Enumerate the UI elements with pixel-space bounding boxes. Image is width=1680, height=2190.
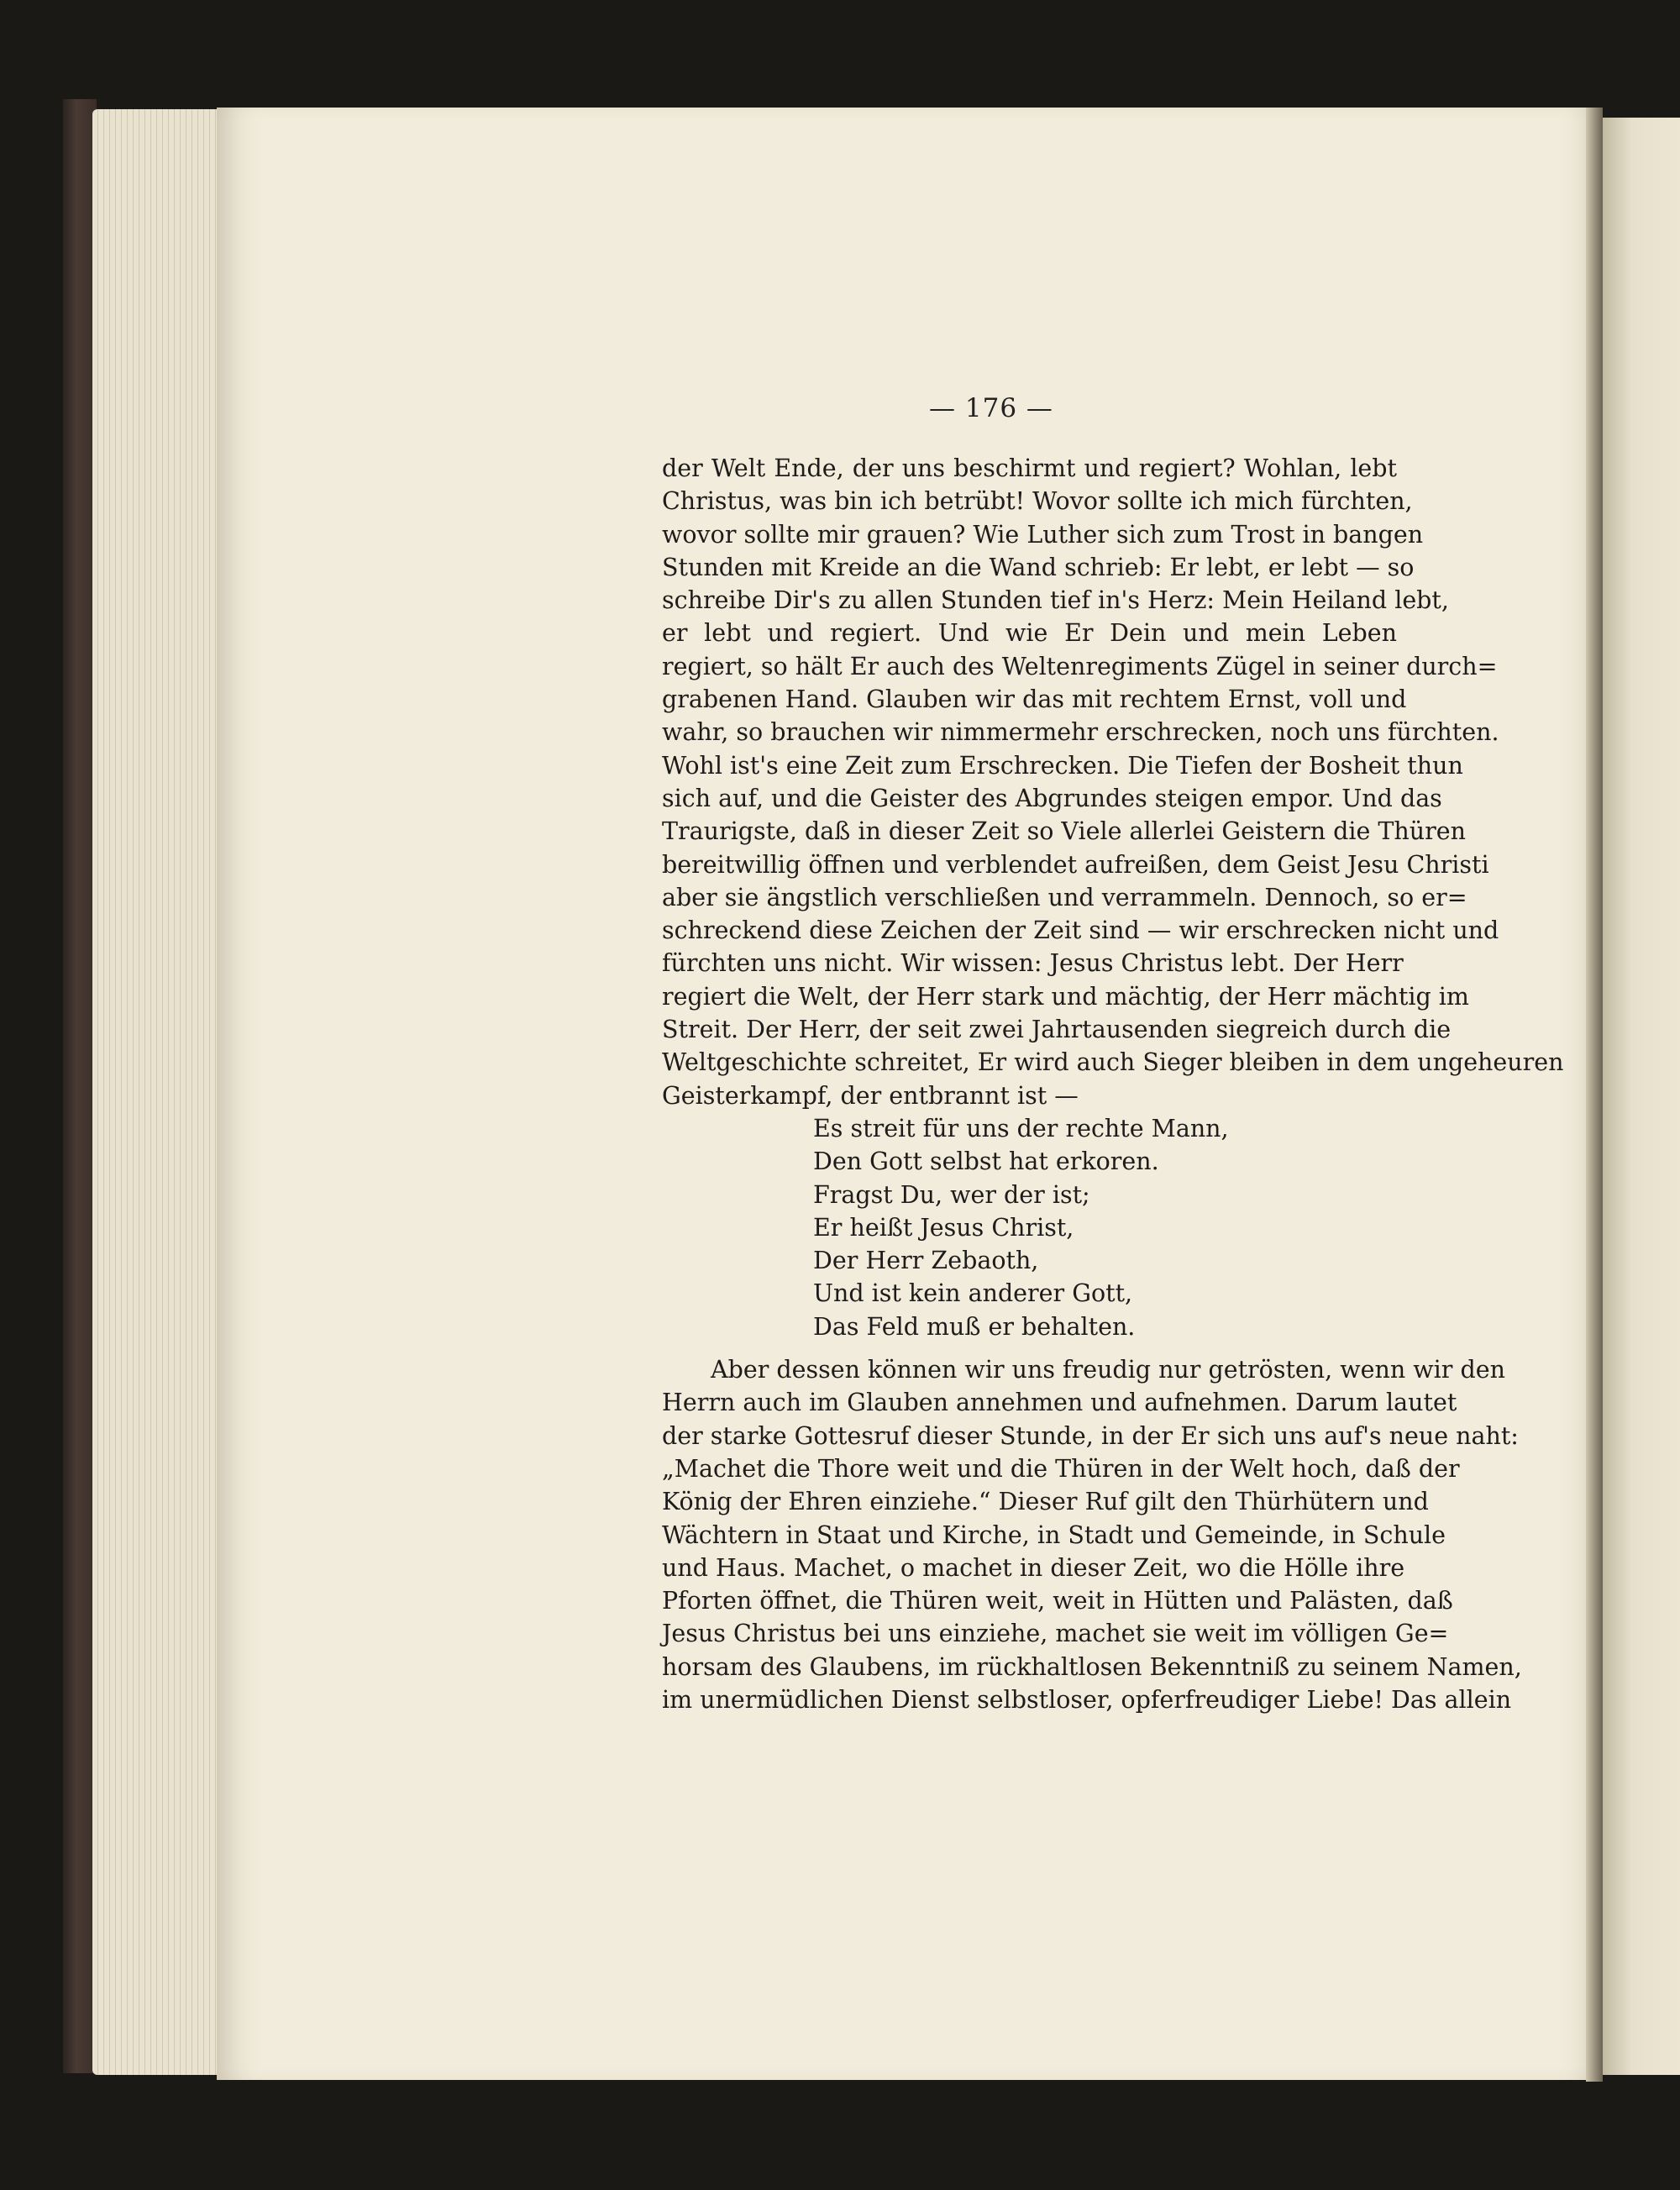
verse-line: Fragst Du, wer der ist; — [813, 1180, 1090, 1209]
text-line: Stunden mit Kreide an die Wand schrieb: Er lebt, er lebt — so — [662, 553, 1415, 581]
paragraph-2 — [662, 1353, 1522, 1716]
page-gutter — [1586, 108, 1603, 2082]
body-text — [662, 452, 1564, 1716]
text-line: Geisterkampf, der entbrannt ist — — [662, 1081, 1079, 1110]
text-line: sich auf, und die Geister des Abgrundes steigen empor. Und das — [662, 784, 1442, 812]
page-number: — 176 — — [929, 393, 1053, 423]
verse-line: Den Gott selbst hat erkoren. — [813, 1148, 1159, 1176]
text-line: Traurigste, daß in dieser Zeit so Viele allerlei Geistern die Thüren — [662, 817, 1466, 846]
text-line: schreibe Dir's zu allen Stunden tief in's Herz: Mein Heiland lebt, — [662, 586, 1449, 615]
page-edges — [92, 109, 227, 2075]
verse-line: Das Feld muß er behalten. — [813, 1312, 1136, 1341]
verse-line: Es streit für uns der rechte Mann, — [813, 1114, 1229, 1142]
text-line: „Machet die Thore weit und die Thüren in der Welt hoch, daß der — [662, 1454, 1460, 1483]
text-line: er lebt und regiert. Und wie Er Dein und mein Leben — [662, 619, 1397, 648]
book-binding — [63, 99, 97, 2073]
text-line: horsam des Glaubens, im rückhaltlosen Bekenntniß zu seinem Namen, — [662, 1652, 1522, 1681]
text-line: im unermüdlichen Dienst selbstloser, opferfreudiger Liebe! Das allein — [662, 1685, 1512, 1714]
text-line: Streit. Der Herr, der seit zwei Jahrtausenden siegreich durch die — [662, 1016, 1452, 1044]
text-line: aber sie ängstlich verschließen und verrammeln. Dennoch, so er= — [662, 883, 1467, 911]
text-line: der starke Gottesruf dieser Stunde, in der Er sich uns auf's neue naht: — [662, 1421, 1519, 1450]
next-page-edge — [1600, 118, 1680, 2075]
text-line: Wohl ist's eine Zeit zum Erschrecken. Die Tiefen der Bosheit thun — [662, 751, 1463, 780]
text-line: Jesus Christus bei uns einziehe, machet sie weit im völligen Ge= — [662, 1620, 1449, 1648]
text-line: regiert, so hält Er auch des Weltenregiments Zügel in seiner durch= — [662, 652, 1498, 680]
text-line: Christus, was bin ich betrübt! Wovor sollte ich mich fürchten, — [662, 487, 1413, 516]
paragraph-1 — [662, 452, 1564, 1112]
text-line: und Haus. Machet, o machet in dieser Zeit, wo die Hölle ihre — [662, 1553, 1405, 1582]
text-line: wovor sollte mir grauen? Wie Luther sich zum Trost in bangen — [662, 520, 1424, 549]
verse-line: Er heißt Jesus Christ, — [813, 1213, 1074, 1242]
text-line: wahr, so brauchen wir nimmermehr erschrecken, noch uns fürchten. — [662, 718, 1499, 747]
text-line: regiert die Welt, der Herr stark und mächtig, der Herr mächtig im — [662, 982, 1469, 1011]
text-line: fürchten uns nicht. Wir wissen: Jesus Christus lebt. Der Herr — [662, 949, 1404, 978]
verse-line: Der Herr Zebaoth, — [813, 1247, 1039, 1275]
text-line: Weltgeschichte schreitet, Er wird auch Sieger bleiben in dem ungeheuren — [662, 1048, 1564, 1077]
text-line: schreckend diese Zeichen der Zeit sind — wir erschrecken nicht und — [662, 916, 1499, 945]
text-line: Pforten öffnet, die Thüren weit, weit in Hütten und Palästen, daß — [662, 1587, 1453, 1615]
text-line: Herrn auch im Glauben annehmen und aufnehmen. Darum lautet — [662, 1389, 1457, 1417]
text-line: der Welt Ende, der uns beschirmt und regiert? Wohlan, lebt — [662, 454, 1397, 482]
text-line: grabenen Hand. Glauben wir das mit rechtem Ernst, voll und — [662, 685, 1407, 714]
hymn-verse — [813, 1112, 1397, 1343]
text-line: Aber dessen können wir uns freudig nur getrösten, wenn wir den — [711, 1356, 1505, 1384]
verse-line: Und ist kein anderer Gott, — [813, 1279, 1133, 1308]
text-line: König der Ehren einziehe.“ Dieser Ruf gilt den Thürhütern und — [662, 1488, 1429, 1516]
text-line: bereitwillig öffnen und verblendet aufreißen, dem Geist Jesu Christi — [662, 850, 1489, 879]
text-line: Wächtern in Staat und Kirche, in Stadt und Gemeinde, in Schule — [662, 1520, 1446, 1549]
